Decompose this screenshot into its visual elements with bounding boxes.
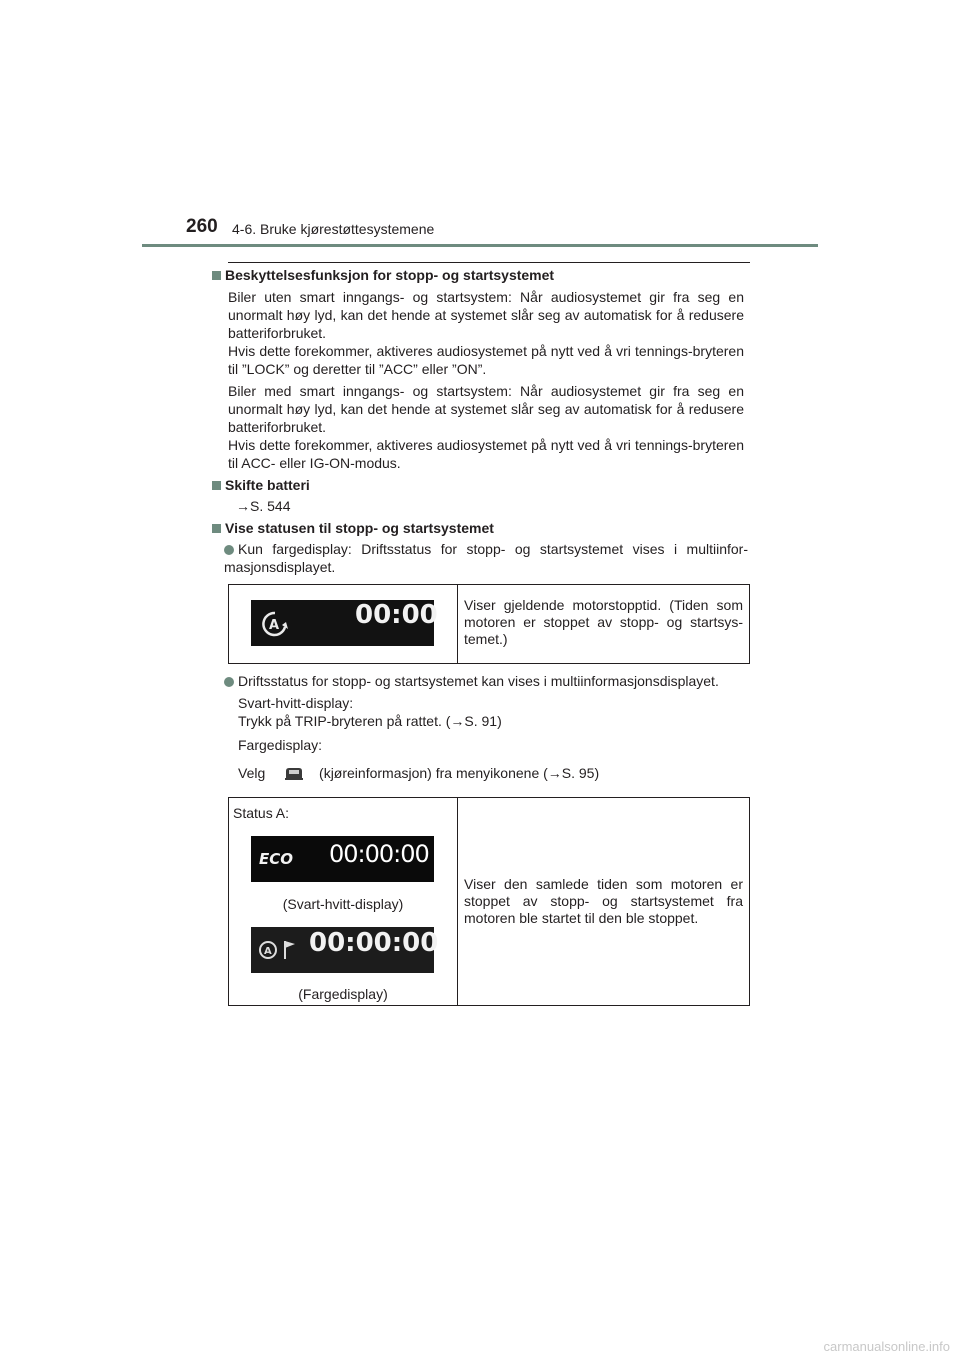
paragraph-without-smart-key: Biler uten smart inngangs- og startsystem: Når audiosystemet gir fra seg en unormalt høy lyd, kan det hende at systemet slår seg av automatisk for å redusere batteriforbruket. — [228, 289, 744, 341]
label-bw-display: Svart-hvitt-display: — [238, 695, 354, 711]
instruction-trip-switch: Trykk på TRIP-bryteren på rattet. (→S. 91) — [238, 713, 502, 729]
watermark: carmanualsonline.info — [823, 1339, 950, 1354]
paragraph-with-smart-key: Biler med smart inngangs- og startsystem: Når audiosystemet gir fra seg en unormalt høy lyd, kan det hende at systemet slår seg av automatisk for å redusere batteriforbruket. — [228, 383, 744, 435]
round-bullet-icon — [224, 677, 234, 687]
bullet-operation-status — [224, 672, 754, 690]
square-bullet-icon — [212, 481, 221, 490]
status-label: Status A: — [233, 805, 290, 821]
color-caption: (Fargedisplay) — [298, 986, 388, 1002]
round-bullet-icon — [224, 545, 234, 555]
heading-text: Skifte batteri — [225, 477, 310, 493]
status-a-table — [228, 797, 750, 1006]
status-description: Viser den samlede tiden som motoren er stoppet av stopp- og startsystemet fra motoren ble startet til den ble stoppet. — [464, 876, 743, 926]
stop-time-description: Viser gjeldende motorstopptid. (Tiden som motoren er stoppet av stopp- og startsys-temet.) — [464, 597, 743, 647]
stop-start-a-icon — [259, 609, 291, 637]
bullet-text: Kun fargedisplay: Driftsstatus for stopp- og startsystemet vises i multiinfor-masjonsdisplayet. — [224, 541, 748, 575]
icon-letter: A — [264, 946, 272, 957]
chapter-title: 4-6. Bruke kjørestøttesystemene — [232, 221, 435, 237]
paragraph-with-smart-key-restart: Hvis dette forekommer, aktiveres audiosystemet på nytt ved å vri tennings-bryteren til ACC- eller IG-ON-modus. — [228, 437, 744, 471]
bullet-text: Driftsstatus for stopp- og startsystemet kan vises i multiinformasjonsdisplayet. — [238, 673, 719, 689]
stop-start-flag-icon — [257, 939, 303, 963]
color-time-readout: 00:00:00 — [309, 928, 439, 958]
status-display-cell — [229, 798, 458, 1006]
section-heading-battery — [212, 476, 310, 494]
page-number: 260 — [186, 216, 218, 237]
display-cell — [229, 585, 458, 664]
bw-time-readout: 00:00:00 — [329, 840, 429, 868]
description-cell — [458, 585, 750, 664]
heading-text: Vise statusen til stopp- og startsystemet — [225, 520, 494, 536]
square-bullet-icon — [212, 271, 221, 280]
driving-info-icon — [279, 764, 309, 782]
paragraph-without-smart-key-restart: Hvis dette forekommer, aktiveres audiosystemet på nytt ved å vri tennings-bryteren til ”LOCK” og deretter til ”ACC” eller ”ON”. — [228, 343, 744, 377]
lcd-color-display — [251, 927, 439, 973]
bw-caption: (Svart-hvitt-display) — [282, 896, 404, 912]
stop-time-readout: 00:00 — [355, 600, 438, 630]
page-reference-battery[interactable]: →S. 544 — [236, 498, 291, 514]
icon-letter: A — [269, 618, 280, 633]
lcd-bw-display — [251, 836, 434, 882]
velg-text-rest: (kjøreinformasjon) fra menyikonene (→S. 95) — [319, 765, 600, 781]
status-description-cell — [458, 798, 750, 1006]
velg-text: Velg — [238, 765, 266, 781]
lcd-stop-time — [251, 600, 438, 646]
header-rule — [142, 244, 818, 247]
heading-text: Beskyttelsesfunksjon for stopp- og startsystemet — [225, 267, 555, 283]
square-bullet-icon — [212, 524, 221, 533]
label-color-display: Fargedisplay: — [238, 737, 323, 753]
stop-time-table — [228, 584, 750, 664]
instruction-select-menu — [238, 764, 599, 782]
section-heading-status — [212, 519, 494, 537]
eco-indicator: ECO — [259, 850, 294, 868]
section-divider — [228, 262, 750, 263]
section-heading-protection — [212, 266, 554, 284]
bullet-color-only — [224, 540, 748, 576]
